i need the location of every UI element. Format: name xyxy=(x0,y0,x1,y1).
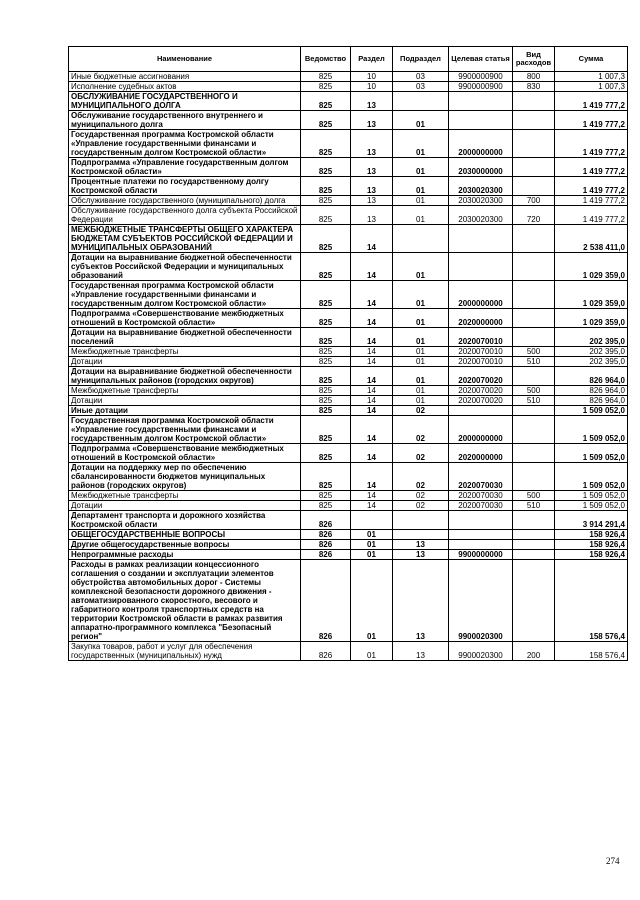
cell-vid xyxy=(513,253,555,281)
cell-name: ОБЩЕГОСУДАРСТВЕННЫЕ ВОПРОСЫ xyxy=(69,530,301,540)
table-row xyxy=(69,550,628,560)
cell-name: Межбюджетные трансферты xyxy=(69,347,301,357)
cell-summa: 1 029 359,0 xyxy=(555,281,628,309)
cell-vedomstvo: 825 xyxy=(301,396,351,406)
cell-statya: 9900000000 xyxy=(449,550,513,560)
cell-summa: 1 419 777,2 xyxy=(555,196,628,206)
cell-name: Государственная программа Костромской области «Управление государственными финансами и государственным долгом Костромской области» xyxy=(69,416,301,444)
cell-vedomstvo: 825 xyxy=(301,281,351,309)
cell-summa: 158 926,4 xyxy=(555,530,628,540)
cell-vedomstvo: 825 xyxy=(301,130,351,158)
table-row xyxy=(69,309,628,328)
cell-name: Дотации на выравнивание бюджетной обеспеченности поселений xyxy=(69,328,301,347)
cell-summa: 158 926,4 xyxy=(555,550,628,560)
cell-name: Обслуживание государственного внутреннего и муниципального долга xyxy=(69,111,301,130)
cell-razdel: 13 xyxy=(351,111,393,130)
cell-summa: 1 509 052,0 xyxy=(555,406,628,416)
cell-summa: 826 964,0 xyxy=(555,396,628,406)
cell-statya: 2020070020 xyxy=(449,367,513,386)
cell-vedomstvo: 826 xyxy=(301,540,351,550)
cell-summa: 2 538 411,0 xyxy=(555,225,628,253)
cell-statya: 2020000000 xyxy=(449,309,513,328)
cell-podrazdel: 01 xyxy=(393,396,449,406)
cell-podrazdel: 01 xyxy=(393,196,449,206)
cell-summa: 1 509 052,0 xyxy=(555,463,628,491)
table-row xyxy=(69,406,628,416)
cell-podrazdel: 13 xyxy=(393,540,449,550)
cell-razdel: 14 xyxy=(351,225,393,253)
table-row xyxy=(69,357,628,367)
cell-podrazdel: 02 xyxy=(393,406,449,416)
cell-statya: 2000000000 xyxy=(449,416,513,444)
cell-razdel: 14 xyxy=(351,281,393,309)
cell-statya: 2020000000 xyxy=(449,444,513,463)
table-row xyxy=(69,177,628,196)
cell-vid xyxy=(513,511,555,530)
cell-vedomstvo: 826 xyxy=(301,530,351,540)
cell-statya: 2030020300 xyxy=(449,206,513,225)
table-row xyxy=(69,111,628,130)
cell-vedomstvo: 825 xyxy=(301,225,351,253)
cell-vid xyxy=(513,177,555,196)
cell-vedomstvo: 825 xyxy=(301,386,351,396)
cell-statya: 2000000000 xyxy=(449,130,513,158)
cell-razdel: 14 xyxy=(351,416,393,444)
cell-statya xyxy=(449,111,513,130)
cell-summa: 202 395,0 xyxy=(555,357,628,367)
cell-vedomstvo: 825 xyxy=(301,196,351,206)
cell-vid xyxy=(513,560,555,642)
cell-vid xyxy=(513,111,555,130)
cell-razdel: 01 xyxy=(351,540,393,550)
cell-summa: 202 395,0 xyxy=(555,328,628,347)
cell-vid: 200 xyxy=(513,642,555,661)
cell-podrazdel: 01 xyxy=(393,206,449,225)
table-row xyxy=(69,530,628,540)
cell-vid xyxy=(513,309,555,328)
cell-vedomstvo: 825 xyxy=(301,206,351,225)
cell-name: Межбюджетные трансферты xyxy=(69,386,301,396)
cell-vid: 510 xyxy=(513,396,555,406)
header-podrazdel: Подраздел xyxy=(393,47,449,72)
cell-summa: 1 509 052,0 xyxy=(555,416,628,444)
cell-vid: 720 xyxy=(513,206,555,225)
cell-summa: 1 509 052,0 xyxy=(555,501,628,511)
cell-podrazdel: 01 xyxy=(393,158,449,177)
cell-vid xyxy=(513,225,555,253)
cell-summa: 1 419 777,2 xyxy=(555,158,628,177)
cell-name: Другие общегосударственные вопросы xyxy=(69,540,301,550)
cell-podrazdel: 02 xyxy=(393,501,449,511)
cell-name: Закупка товаров, работ и услуг для обеспечения государственных (муниципальных) нужд xyxy=(69,642,301,661)
cell-statya: 2020070010 xyxy=(449,347,513,357)
cell-podrazdel: 01 xyxy=(393,281,449,309)
cell-name: Дотации xyxy=(69,396,301,406)
table-row xyxy=(69,444,628,463)
cell-summa: 158 576,4 xyxy=(555,642,628,661)
cell-summa: 826 964,0 xyxy=(555,386,628,396)
cell-vedomstvo: 826 xyxy=(301,511,351,530)
cell-name: Подпрограмма «Совершенствование межбюджетных отношений в Костромской области» xyxy=(69,444,301,463)
cell-vedomstvo: 825 xyxy=(301,177,351,196)
cell-razdel: 14 xyxy=(351,328,393,347)
cell-razdel: 14 xyxy=(351,367,393,386)
header-summa: Сумма xyxy=(555,47,628,72)
cell-statya: 2020070020 xyxy=(449,386,513,396)
cell-podrazdel: 01 xyxy=(393,177,449,196)
cell-vedomstvo: 825 xyxy=(301,158,351,177)
cell-summa: 202 395,0 xyxy=(555,347,628,357)
table-row xyxy=(69,540,628,550)
cell-vedomstvo: 825 xyxy=(301,347,351,357)
cell-name: Дотации на выравнивание бюджетной обеспеченности муниципальных районов (городских округов) xyxy=(69,367,301,386)
cell-vid: 500 xyxy=(513,347,555,357)
cell-name: Государственная программа Костромской области «Управление государственными финансами и государственным долгом Костромской области» xyxy=(69,281,301,309)
cell-podrazdel: 01 xyxy=(393,357,449,367)
cell-razdel: 13 xyxy=(351,196,393,206)
cell-podrazdel xyxy=(393,511,449,530)
table-row xyxy=(69,92,628,111)
table-row xyxy=(69,347,628,357)
cell-razdel: 14 xyxy=(351,444,393,463)
cell-razdel: 14 xyxy=(351,396,393,406)
cell-razdel: 13 xyxy=(351,206,393,225)
cell-vid xyxy=(513,281,555,309)
table-body xyxy=(69,72,628,661)
cell-statya: 2020070010 xyxy=(449,328,513,347)
cell-podrazdel: 02 xyxy=(393,444,449,463)
cell-razdel: 01 xyxy=(351,550,393,560)
cell-statya xyxy=(449,406,513,416)
table-row xyxy=(69,72,628,82)
table-row xyxy=(69,281,628,309)
cell-podrazdel: 03 xyxy=(393,72,449,82)
header-statya: Целевая статья xyxy=(449,47,513,72)
cell-vedomstvo: 825 xyxy=(301,463,351,491)
cell-vid xyxy=(513,540,555,550)
header-vedomstvo: Ведомство xyxy=(301,47,351,72)
cell-name: Подпрограмма «Управление государственным долгом Костромской области» xyxy=(69,158,301,177)
cell-statya: 2000000000 xyxy=(449,281,513,309)
cell-podrazdel: 13 xyxy=(393,642,449,661)
cell-vid xyxy=(513,92,555,111)
cell-name: МЕЖБЮДЖЕТНЫЕ ТРАНСФЕРТЫ ОБЩЕГО ХАРАКТЕРА БЮДЖЕТАМ СУБЪЕКТОВ РОССИЙСКОЙ ФЕДЕРАЦИИ И МУНИЦИПАЛЬНЫХ ОБРАЗОВАНИЙ xyxy=(69,225,301,253)
table-row xyxy=(69,511,628,530)
cell-razdel: 13 xyxy=(351,92,393,111)
cell-razdel: 14 xyxy=(351,253,393,281)
cell-podrazdel: 03 xyxy=(393,82,449,92)
cell-razdel: 13 xyxy=(351,130,393,158)
cell-name: Дотации на поддержку мер по обеспечению сбалансированности бюджетов муниципальных районов (городских округов) xyxy=(69,463,301,491)
cell-vedomstvo: 825 xyxy=(301,253,351,281)
cell-vedomstvo: 825 xyxy=(301,111,351,130)
cell-vid xyxy=(513,130,555,158)
cell-podrazdel: 01 xyxy=(393,309,449,328)
cell-vedomstvo: 825 xyxy=(301,501,351,511)
cell-vedomstvo: 825 xyxy=(301,491,351,501)
cell-summa: 1 419 777,2 xyxy=(555,111,628,130)
page-number: 274 xyxy=(606,856,620,866)
cell-name: Межбюджетные трансферты xyxy=(69,491,301,501)
cell-name: Расходы в рамках реализации концессионного соглашения о создании и эксплуатации элементов обустройства автомобильных дорог - Системы комплексной безопасности дорожного движения - автоматизированного скоростного, весового и габаритного контроля транспортных средств на территории Костромской области в рамках развития аппаратно-программного комплекса "Безопасный регион" xyxy=(69,560,301,642)
cell-vedomstvo: 825 xyxy=(301,367,351,386)
cell-razdel: 14 xyxy=(351,347,393,357)
cell-name: Дотации xyxy=(69,357,301,367)
table-row xyxy=(69,253,628,281)
cell-vedomstvo: 825 xyxy=(301,416,351,444)
cell-statya: 9900000900 xyxy=(449,82,513,92)
cell-name: Обслуживание государственного долга субъекта Российской Федерации xyxy=(69,206,301,225)
cell-vedomstvo: 825 xyxy=(301,357,351,367)
table-row xyxy=(69,416,628,444)
header-name: Наименование xyxy=(69,47,301,72)
table-row xyxy=(69,463,628,491)
cell-podrazdel: 01 xyxy=(393,253,449,281)
cell-summa: 1 419 777,2 xyxy=(555,177,628,196)
cell-podrazdel: 01 xyxy=(393,130,449,158)
cell-statya xyxy=(449,540,513,550)
cell-statya: 2030020300 xyxy=(449,196,513,206)
cell-razdel: 13 xyxy=(351,158,393,177)
cell-summa: 1 509 052,0 xyxy=(555,444,628,463)
cell-vid: 800 xyxy=(513,72,555,82)
cell-vedomstvo: 826 xyxy=(301,550,351,560)
cell-razdel: 01 xyxy=(351,530,393,540)
cell-razdel: 10 xyxy=(351,82,393,92)
cell-razdel: 13 xyxy=(351,177,393,196)
cell-summa: 1 007,3 xyxy=(555,82,628,92)
cell-statya xyxy=(449,225,513,253)
cell-name: Непрограммные расходы xyxy=(69,550,301,560)
cell-vid xyxy=(513,367,555,386)
cell-vid: 510 xyxy=(513,357,555,367)
cell-razdel: 14 xyxy=(351,309,393,328)
cell-vedomstvo: 825 xyxy=(301,406,351,416)
cell-name: ОБСЛУЖИВАНИЕ ГОСУДАРСТВЕННОГО И МУНИЦИПАЛЬНОГО ДОЛГА xyxy=(69,92,301,111)
cell-name: Дотации на выравнивание бюджетной обеспеченности субъектов Российской Федерации и муниципальных образований xyxy=(69,253,301,281)
cell-vedomstvo: 825 xyxy=(301,444,351,463)
budget-table xyxy=(68,46,628,661)
cell-statya xyxy=(449,253,513,281)
cell-summa: 3 914 291,4 xyxy=(555,511,628,530)
table-row xyxy=(69,367,628,386)
cell-summa: 826 964,0 xyxy=(555,367,628,386)
table-header-row xyxy=(69,47,628,72)
cell-vedomstvo: 825 xyxy=(301,309,351,328)
cell-statya: 2020070020 xyxy=(449,396,513,406)
cell-vedomstvo: 826 xyxy=(301,560,351,642)
cell-summa: 1 419 777,2 xyxy=(555,92,628,111)
cell-razdel: 14 xyxy=(351,386,393,396)
cell-statya xyxy=(449,511,513,530)
table-row xyxy=(69,158,628,177)
cell-podrazdel: 01 xyxy=(393,386,449,396)
cell-podrazdel xyxy=(393,225,449,253)
cell-summa: 158 926,4 xyxy=(555,540,628,550)
cell-razdel: 14 xyxy=(351,491,393,501)
table-row xyxy=(69,206,628,225)
table-row xyxy=(69,130,628,158)
cell-podrazdel: 13 xyxy=(393,550,449,560)
cell-vedomstvo: 825 xyxy=(301,328,351,347)
cell-statya: 2020070030 xyxy=(449,491,513,501)
cell-name: Иные дотации xyxy=(69,406,301,416)
cell-vid xyxy=(513,158,555,177)
cell-podrazdel: 13 xyxy=(393,560,449,642)
cell-vedomstvo: 826 xyxy=(301,642,351,661)
cell-razdel: 14 xyxy=(351,501,393,511)
cell-name: Обслуживание государственного (муниципального) долга xyxy=(69,196,301,206)
cell-podrazdel: 02 xyxy=(393,491,449,501)
cell-podrazdel xyxy=(393,530,449,540)
cell-statya: 2020070010 xyxy=(449,357,513,367)
cell-vid xyxy=(513,550,555,560)
cell-vid xyxy=(513,328,555,347)
cell-statya: 9900000900 xyxy=(449,72,513,82)
table-row xyxy=(69,196,628,206)
cell-vedomstvo: 825 xyxy=(301,92,351,111)
cell-summa: 1 419 777,2 xyxy=(555,206,628,225)
cell-vid: 510 xyxy=(513,501,555,511)
cell-name: Дотации xyxy=(69,501,301,511)
cell-summa: 1 007,3 xyxy=(555,72,628,82)
cell-razdel: 01 xyxy=(351,642,393,661)
table-row xyxy=(69,491,628,501)
cell-statya xyxy=(449,92,513,111)
cell-razdel: 14 xyxy=(351,463,393,491)
cell-razdel: 10 xyxy=(351,72,393,82)
cell-name: Государственная программа Костромской области «Управление государственными финансами и государственным долгом Костромской области» xyxy=(69,130,301,158)
header-vid: Вид расходов xyxy=(513,47,555,72)
cell-razdel: 14 xyxy=(351,357,393,367)
table-row xyxy=(69,386,628,396)
cell-razdel: 01 xyxy=(351,560,393,642)
cell-vid: 500 xyxy=(513,386,555,396)
cell-name: Исполнение судебных актов xyxy=(69,82,301,92)
cell-name: Иные бюджетные ассигнования xyxy=(69,72,301,82)
cell-summa: 1 029 359,0 xyxy=(555,309,628,328)
cell-podrazdel: 01 xyxy=(393,367,449,386)
cell-statya: 2030020300 xyxy=(449,177,513,196)
cell-razdel: 14 xyxy=(351,406,393,416)
cell-vid xyxy=(513,416,555,444)
cell-summa: 1 029 359,0 xyxy=(555,253,628,281)
table-row xyxy=(69,328,628,347)
table-row xyxy=(69,642,628,661)
cell-summa: 1 509 052,0 xyxy=(555,491,628,501)
cell-vid xyxy=(513,463,555,491)
cell-statya: 2020070030 xyxy=(449,463,513,491)
header-razdel: Раздел xyxy=(351,47,393,72)
cell-name: Процентные платежи по государственному долгу Костромской области xyxy=(69,177,301,196)
cell-statya xyxy=(449,530,513,540)
cell-statya: 2030000000 xyxy=(449,158,513,177)
cell-summa: 158 576,4 xyxy=(555,560,628,642)
cell-vedomstvo: 825 xyxy=(301,72,351,82)
table-row xyxy=(69,501,628,511)
cell-name: Департамент транспорта и дорожного хозяйства Костромской области xyxy=(69,511,301,530)
cell-vid xyxy=(513,530,555,540)
cell-podrazdel: 01 xyxy=(393,111,449,130)
cell-statya: 9900020300 xyxy=(449,560,513,642)
cell-podrazdel: 01 xyxy=(393,328,449,347)
cell-vid: 700 xyxy=(513,196,555,206)
cell-podrazdel xyxy=(393,92,449,111)
cell-vedomstvo: 825 xyxy=(301,82,351,92)
cell-name: Подпрограмма «Совершенствование межбюджетных отношений в Костромской области» xyxy=(69,309,301,328)
cell-statya: 2020070030 xyxy=(449,501,513,511)
cell-vid: 500 xyxy=(513,491,555,501)
table-row xyxy=(69,225,628,253)
cell-summa: 1 419 777,2 xyxy=(555,130,628,158)
cell-vid xyxy=(513,406,555,416)
cell-podrazdel: 01 xyxy=(393,347,449,357)
cell-statya: 9900020300 xyxy=(449,642,513,661)
table-row xyxy=(69,560,628,642)
cell-podrazdel: 02 xyxy=(393,463,449,491)
cell-vid: 830 xyxy=(513,82,555,92)
table-row xyxy=(69,396,628,406)
table-row xyxy=(69,82,628,92)
cell-vid xyxy=(513,444,555,463)
cell-razdel xyxy=(351,511,393,530)
cell-podrazdel: 02 xyxy=(393,416,449,444)
